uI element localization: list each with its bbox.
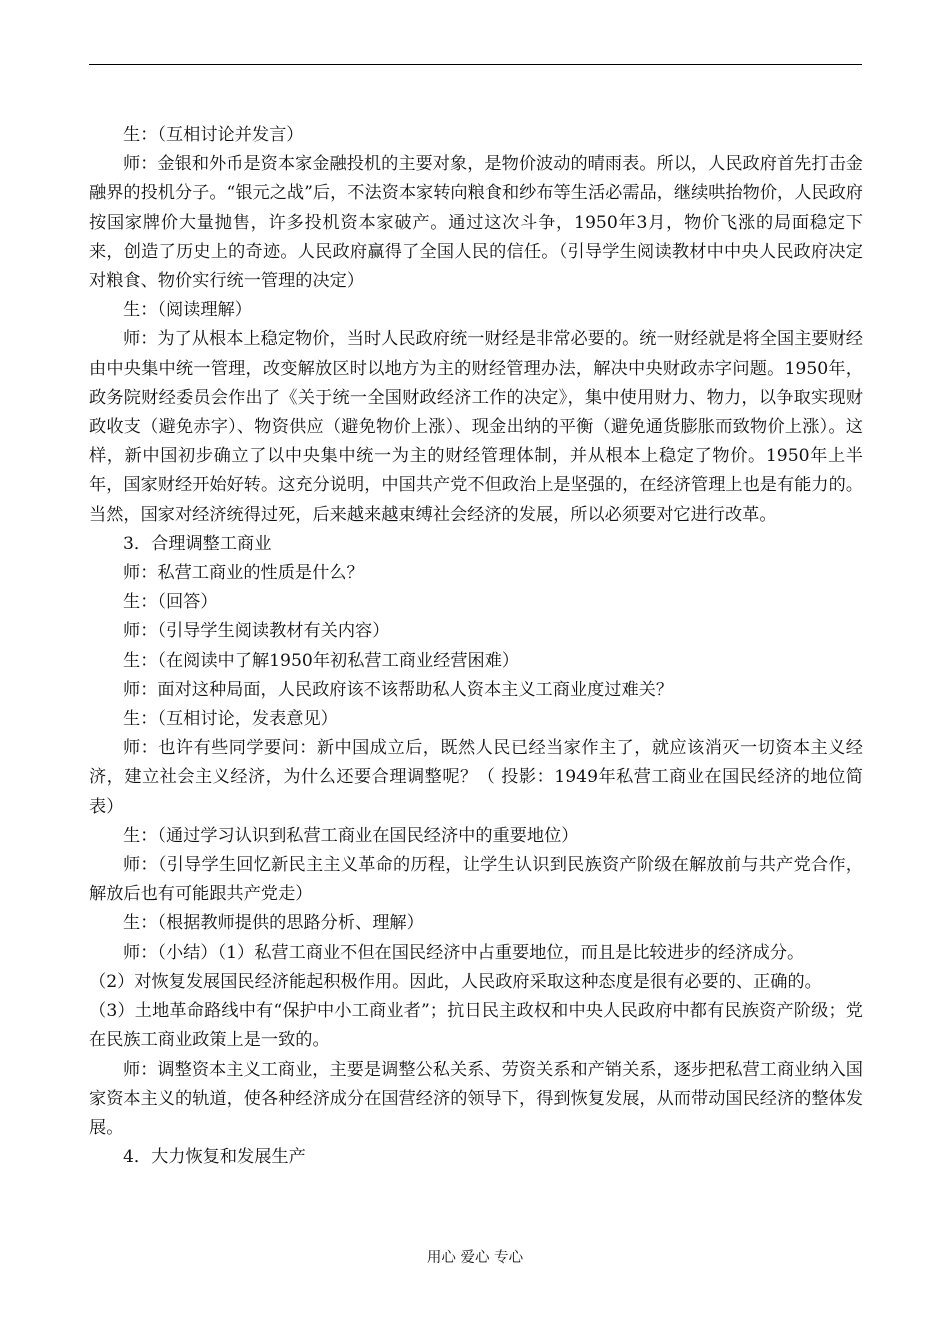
paragraph: 师：（小结）（1）私营工商业不但在国民经济中占重要地位，而且是比较进步的经济成分。 xyxy=(123,942,805,963)
page-footer: 用心 爱心 专心 xyxy=(426,1250,524,1266)
section-heading: 4．大力恢复和发展生产 xyxy=(123,1147,306,1168)
paragraph: 师：调整资本主义工商业，主要是调整公私关系、劳资关系和产销关系，逐步把私营工商业纳入国家资本主义的轨道，使各种经济成分在国营经济的领导下，得到恢复发展，从而带动国民经济的整体发展。 xyxy=(89,1059,863,1138)
paragraph: 生：（互相讨论，发表意见） xyxy=(123,709,338,730)
paragraph: 师：为了从根本上稳定物价，当时人民政府统一财经是非常必要的。统一财经就是将全国主要财经由中央集中统一管理，改变解放区时以地方为主的财经管理办法，解决中央财政赤字问题。1950年，政务院财经委员会作出了《关于统一全国财政经济工作的决定》，集中使用财力、物力，以争取实现财政收支（避免赤字）、物资供应（避免物价上涨）、现金出纳的平衡（避免通货膨胀而致物价上涨）。这样，新中国初步确立了以中央集中统一为主的财经管理体制，并从根本上稳定了物价。1950年上半年，国家财经开始好转。这充分说明，中国共产党不但政治上是坚强的，在经济管理上也是有能力的。当然，国家对经济统得过死，后来越来越束缚社会经济的发展，所以必须要对它进行改革。 xyxy=(89,329,863,525)
section-heading: 3．合理调整工商业 xyxy=(123,533,272,554)
paragraph: 师：（引导学生阅读教材有关内容） xyxy=(123,621,390,642)
paragraph: 师：金银和外币是资本家金融投机的主要对象，是物价波动的晴雨表。所以，人民政府首先打击金融界的投机分子。“银元之战”后，不法资本家转向粮食和纱布等生活必需品，继续哄抬物价，人民政府按国家牌价大量抛售，许多投机资本家破产。通过这次斗争，1950年3月，物价飞涨的局面稳定下来，创造了历史上的奇迹。人民政府赢得了全国人民的信任。（引导学生阅读教材中中央人民政府决定对粮食、物价实行统一管理的决定） xyxy=(89,154,863,292)
header-rule xyxy=(89,64,862,65)
paragraph: 师：面对这种局面，人民政府该不该帮助私人资本主义工商业度过难关？ xyxy=(123,679,674,700)
paragraph: （2）对恢复发展国民经济能起积极作用。因此，人民政府采取这种态度是很有必要的、正确的。 xyxy=(89,971,822,992)
paragraph: （3）土地革命路线中有“保护中小工商业者”；抗日民主政权和中央人民政府中都有民族资产阶级；党在民族工商业政策上是一致的。 xyxy=(89,1001,863,1051)
paragraph: 生：（阅读理解） xyxy=(123,300,252,321)
paragraph: 生：（互相讨论并发言） xyxy=(123,125,304,145)
paragraph: 师：（引导学生回忆新民主主义革命的历程，让学生认识到民族资产阶级在解放前与共产党合作，解放后也有可能跟共产党走） xyxy=(89,855,863,905)
paragraph: 生：（回答） xyxy=(123,592,218,613)
paragraph: 师：也许有些同学要问：新中国成立后，既然人民已经当家作主了，就应该消灭一切资本主义经济，建立社会主义经济，为什么还要合理调整呢？（ 投影：1949年私营工商业在国民经济的地位简表） xyxy=(89,738,863,817)
paragraph: 师：私营工商业的性质是什么？ xyxy=(123,563,364,584)
paragraph: 生：（在阅读中了解1950年初私营工商业经营困难） xyxy=(123,650,520,671)
paragraph: 生：（通过学习认识到私营工商业在国民经济中的重要地位） xyxy=(123,825,579,846)
paragraph: 生：（根据教师提供的思路分析、理解） xyxy=(123,913,424,934)
document-body xyxy=(89,121,863,1172)
